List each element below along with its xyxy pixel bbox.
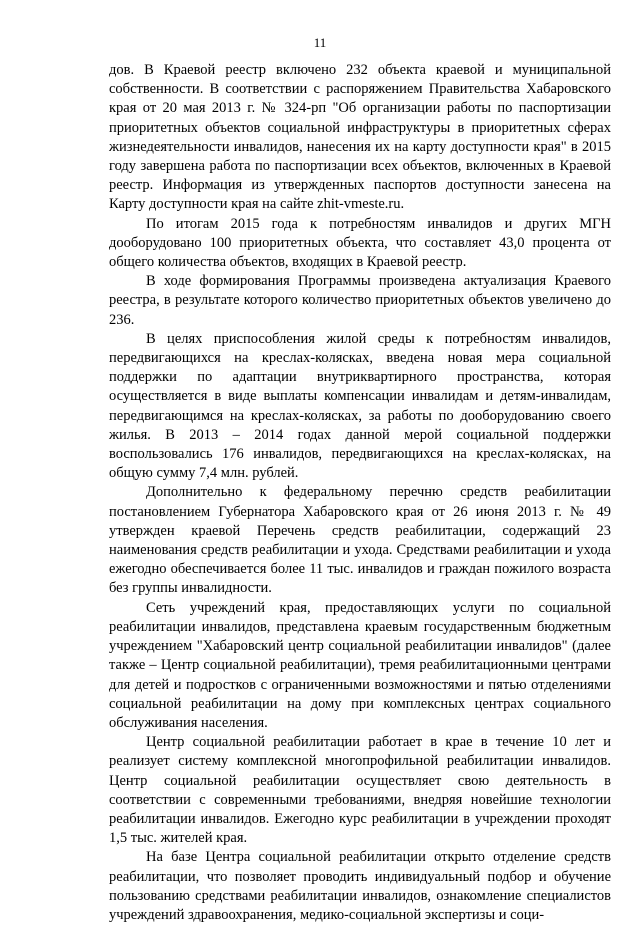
body-text: [109, 61, 611, 925]
paragraph-7: Центр социальной реабилитации работает в крае в течение 10 лет и реализует систему комплексной многопрофильной реабилитации инвалидов. Центр социальной реабилитации осуществляет свою деятельность в соответствии с современными требованиями, внедряя новейшие технологии реабилитации инвалидов. Ежегодно курс реабилитации в учреждении проходят 1,5 тыс. жителей края.: [109, 734, 611, 847]
paragraph-8: На базе Центра социальной реабилитации открыто отделение средств реабилитации, что позволяет проводить индивидуальный подбор и обучение пользованию средствами реабилитации инвалидов, ознакомление специалистов учреждений здравоохранения, медико-социальной экспертизы и соци-: [109, 849, 611, 923]
paragraph-3: В ходе формирования Программы произведена актуализация Краевого реестра, в результате которого количество приоритетных объектов увеличено до 236.: [109, 273, 611, 328]
paragraph-1: дов. В Краевой реестр включено 232 объекта краевой и муниципальной собственности. В соответствии с распоряжением Правительства Хабаровского края от 20 мая 2013 г. № 324-рп "Об организации работы по паспортизации приоритетных объектов социальной инфраструктуры в приоритетных сферах жизнедеятельности инвалидов, нанесения их на карту доступности края" в 2015 году завершена работа по паспортизации всех объектов, включенных в Краевой реестр. Информация из утвержденных паспортов доступности занесена на Карту доступности края на сайте zhit-vmeste.ru.: [109, 62, 611, 213]
page-number: 11: [313, 35, 327, 50]
paragraph-4: В целях приспособления жилой среды к потребностям инвалидов, передвигающихся на креслах-колясках, введена новая мера социальной поддержки по адаптации внутриквартирного пространства, которая осуществляется в виде выплаты компенсации инвалидам и детям-инвалидам, передвигающимся на креслах-колясках, за работы по дооборудованию своего жилья. В 2013 – 2014 годах данной мерой социальной поддержки воспользовались 176 инвалидов, передвигающихся на креслах-колясках, на общую сумму 7,4 млн. рублей.: [109, 330, 611, 482]
paragraph-2: По итогам 2015 года к потребностям инвалидов и других МГН дооборудовано 100 приоритетных объекта, что составляет 43,0 процента от общего количества объектов, входящих в Краевой реестр.: [109, 215, 611, 271]
paragraph-6: Сеть учреждений края, предоставляющих услуги по социальной реабилитации инвалидов, представлена краевым государственным бюджетным учреждением "Хабаровский центр социальной реабилитации инвалидов" (далее также – Центр социальной реабилитации), тремя реабилитационными центрами для детей и подростков с ограниченными возможностями и пятью отделениями социальной реабилитации на дому при комплексных центрах социального обслуживания населения.: [109, 599, 611, 731]
paragraph-5: Дополнительно к федеральному перечню средств реабилитации постановлением Губернатора Хабаровского края от 26 июня 2013 г. № 49 утвержден краевой Перечень средств реабилитации, содержащий 23 наименования средств реабилитации и ухода. Средствами реабилитации и ухода ежегодно обеспечивается более 11 тыс. инвалидов и граждан пожилого возраста без группы инвалидности.: [109, 484, 611, 597]
